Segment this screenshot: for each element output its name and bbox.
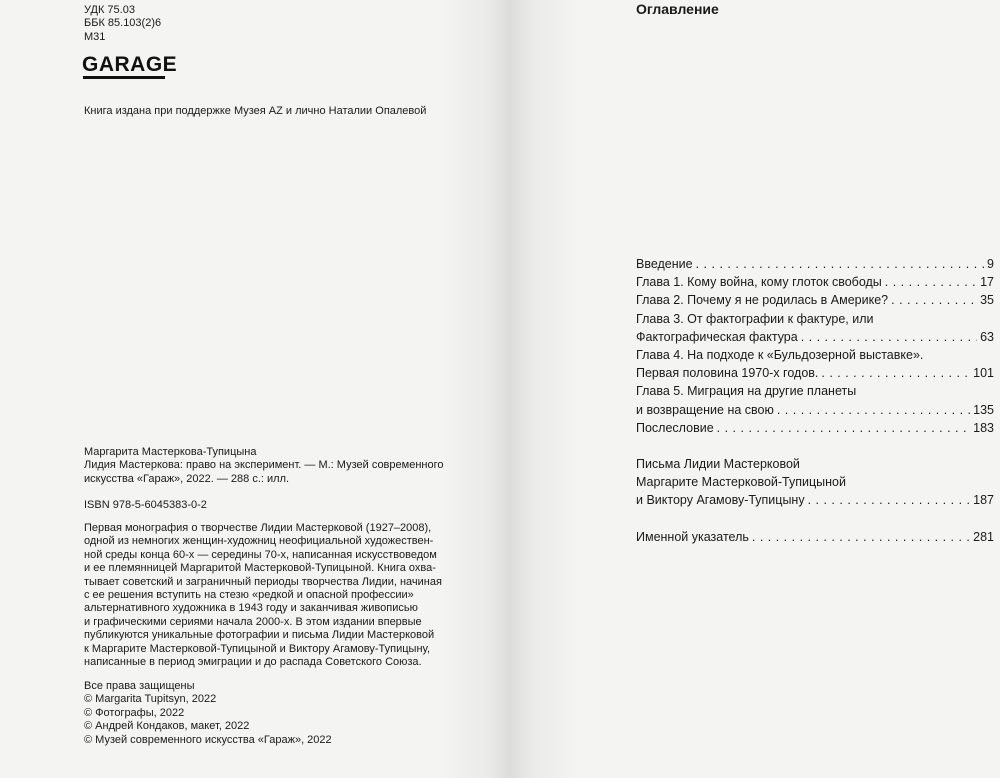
toc-page-number: 63 (980, 329, 994, 344)
udk-code: УДК 75.03 (84, 4, 135, 16)
toc-entry-title: Именной указатель (636, 529, 749, 544)
logo-underline (83, 76, 165, 79)
toc-dot-leader (821, 364, 970, 382)
toc-page-number: 35 (980, 293, 994, 308)
toc-entry-title: Послесловие (636, 420, 714, 435)
toc-entry (636, 401, 994, 419)
abstract-line: и графическими сериями начала 2000-х. В этом издании впервые (84, 615, 422, 628)
toc-entry (636, 255, 994, 273)
toc-entry (636, 328, 994, 346)
abstract-line: ной среды конца 60-х — середины 70-х, написанная искусствоведом (84, 548, 437, 561)
toc-entry (636, 528, 994, 546)
abstract-line: одной из немногих женщин-художниц неофициальной художествен- (84, 535, 434, 548)
abstract-line: альтернативного художника в 1943 году и заканчивая живописью (84, 602, 418, 615)
toc-entry (636, 346, 994, 364)
toc-dot-leader (752, 528, 970, 546)
toc-entry (636, 364, 994, 382)
toc-entry-title: Глава 5. Миграция на другие планеты (636, 384, 857, 399)
toc-page-number: 17 (980, 275, 994, 290)
garage-logo: GARAGE (82, 53, 178, 76)
toc-page-number: 281 (973, 529, 994, 544)
abstract-line: Первая монография о творчестве Лидии Мастерковой (1927–2008), (84, 522, 432, 534)
abstract-line: публикуются уникальные фотографии и письма Лидии Мастерковой (84, 629, 435, 642)
abstract (84, 522, 454, 669)
copyright-line: © Музей современного искусства «Гараж», 2022 (84, 733, 332, 746)
copyright-block (84, 680, 332, 747)
abstract-line: и ее племянницей Маргаритой Мастерковой-Тупицыной. Книга охва- (84, 562, 436, 575)
biblio-imprint: искусства «Гараж», 2022. — 288 с.: илл. (84, 472, 290, 485)
toc-entry-title: Фактографическая фактура (636, 329, 798, 344)
toc-entry-title: Введение (636, 257, 693, 271)
toc-entry-title: Глава 3. От фактографии к фактуре, или (636, 311, 874, 326)
toc-page-number: 101 (973, 366, 994, 381)
toc-entry-title: и возвращение на свою (636, 402, 774, 417)
isbn: ISBN 978-5-6045383-0-2 (84, 499, 207, 511)
toc-page-number: 135 (973, 402, 994, 417)
toc-title: Оглавление (636, 1, 719, 17)
toc-entry-title: Первая половина 1970-х годов. (636, 366, 819, 381)
biblio-title: Лидия Мастеркова: право на эксперимент. — М.: Музей современного (84, 459, 444, 472)
toc-dot-leader (717, 419, 970, 437)
bbk-code: ББК 85.103(2)6 (84, 17, 162, 30)
toc-group-gap (636, 437, 994, 455)
toc-entry (636, 455, 994, 473)
toc-entry (636, 291, 994, 309)
toc-dot-leader (891, 291, 977, 309)
toc-group-gap (636, 510, 994, 528)
toc-entry-title: Маргарите Мастерковой-Тупицыной (636, 475, 846, 490)
abstract-line: тывает советский и заграничный периоды творчества Лидии, начиная (84, 575, 442, 588)
toc-entry (636, 382, 994, 400)
copyright-line: © Фотографы, 2022 (84, 706, 185, 719)
toc-page-number: 183 (973, 420, 994, 435)
toc-entry (636, 419, 994, 437)
toc-page-number: 9 (987, 257, 994, 271)
abstract-line: с ее решения вступить на стезю «редкой и опасной профессии» (84, 589, 414, 602)
page-gutter (440, 0, 580, 778)
toc-page-number: 187 (973, 493, 994, 508)
support-line: Книга издана при поддержке Музея AZ и лично Наталии Опалевой (84, 105, 427, 117)
toc-entry (636, 273, 994, 291)
table-of-contents (636, 255, 994, 546)
abstract-line: написанные в период эмиграции и до распада Советского Союза. (84, 656, 422, 669)
toc-dot-leader (808, 491, 971, 509)
toc-dot-leader (801, 328, 977, 346)
bibliographic-record (84, 446, 454, 486)
toc-dot-leader (885, 273, 977, 291)
rights-reserved: Все права защищены (84, 680, 195, 692)
toc-dot-leader (777, 401, 970, 419)
copyright-line: © Андрей Кондаков, макет, 2022 (84, 720, 250, 733)
toc-entry (636, 491, 994, 509)
abstract-line: к Маргарите Мастерковой-Тупицыной и Виктору Агамову-Тупицыну, (84, 642, 430, 655)
toc-entry-title: Глава 1. Кому война, кому глоток свободы (636, 275, 882, 290)
toc-dot-leader (696, 255, 984, 273)
toc-entry-title: Глава 2. Почему я не родилась в Америке? (636, 293, 889, 308)
copyright-line: © Margarita Tupitsyn, 2022 (84, 693, 217, 706)
classification-codes (84, 4, 161, 44)
toc-entry-title: и Виктору Агамову-Тупицыну (636, 493, 805, 508)
toc-entry (636, 473, 994, 491)
toc-entry (636, 310, 994, 328)
biblio-author: Маргарита Мастеркова-Тупицына (84, 446, 257, 458)
toc-entry-title: Глава 4. На подходе к «Бульдозерной выставке». (636, 348, 924, 363)
author-mark: М31 (84, 30, 106, 43)
toc-entry-title: Письма Лидии Мастерковой (636, 457, 800, 472)
